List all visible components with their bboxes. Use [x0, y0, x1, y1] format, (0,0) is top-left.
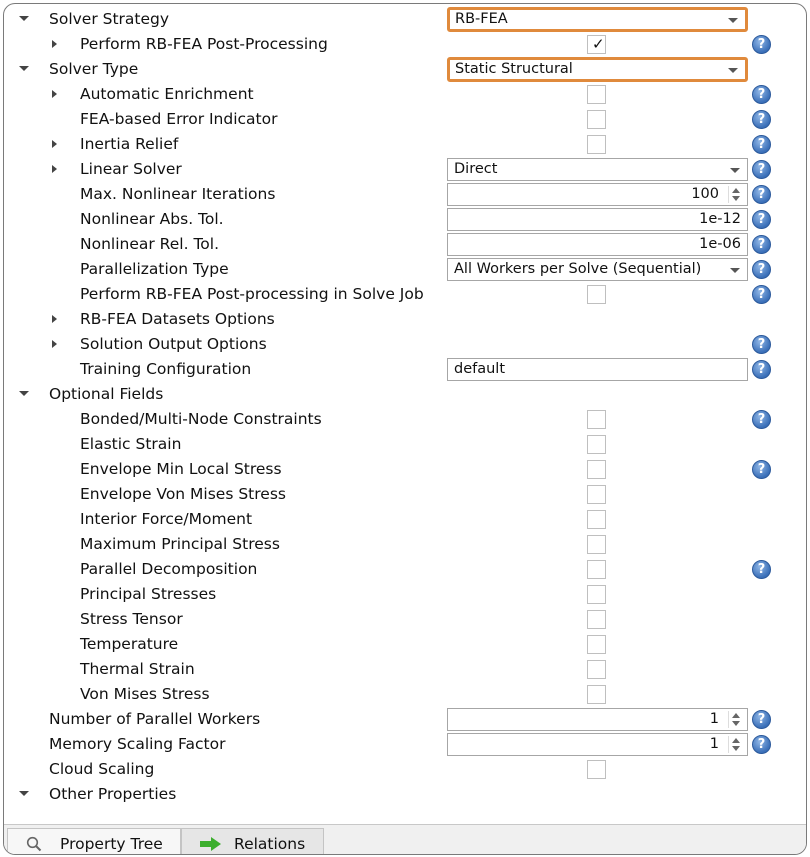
property-label: Von Mises Stress [80, 685, 210, 703]
property-row[interactable] [4, 382, 806, 407]
property-row[interactable] [4, 782, 806, 807]
property-checkbox[interactable] [587, 610, 606, 629]
property-label: Optional Fields [49, 385, 164, 403]
collapsed-caret-icon[interactable] [49, 157, 61, 182]
property-checkbox[interactable] [587, 435, 606, 454]
property-label: Elastic Strain [80, 435, 182, 453]
property-label: Envelope Min Local Stress [80, 460, 282, 478]
property-label: Solver Strategy [49, 10, 170, 28]
arrow-right-icon [200, 837, 222, 851]
help-icon[interactable] [752, 710, 771, 729]
property-spinbox[interactable] [447, 708, 748, 731]
property-checkbox[interactable] [587, 660, 606, 679]
property-row[interactable] [4, 107, 806, 132]
dropdown-value: Static Structural [455, 61, 573, 77]
property-dropdown[interactable] [447, 7, 748, 32]
property-dropdown[interactable] [447, 158, 748, 181]
property-row[interactable] [4, 707, 806, 732]
property-label: Nonlinear Rel. Tol. [80, 235, 219, 253]
property-row[interactable] [4, 557, 806, 582]
search-icon [26, 836, 42, 852]
property-row[interactable] [4, 182, 806, 207]
property-checkbox[interactable] [587, 285, 606, 304]
property-label: Linear Solver [80, 160, 182, 178]
property-checkbox[interactable] [587, 410, 606, 429]
stepper-arrows-icon[interactable] [728, 186, 745, 203]
property-row[interactable] [4, 657, 806, 682]
help-icon[interactable] [752, 260, 771, 279]
property-row[interactable] [4, 332, 806, 357]
property-row[interactable] [4, 607, 806, 632]
dropdown-value: Direct [454, 161, 498, 177]
property-label: Bonded/Multi-Node Constraints [80, 410, 322, 428]
property-label: Training Configuration [80, 360, 252, 378]
property-label: Nonlinear Abs. Tol. [80, 210, 224, 228]
property-label: Cloud Scaling [49, 760, 155, 778]
spinbox-value: 100 [691, 186, 719, 202]
property-label: RB-FEA Datasets Options [80, 310, 275, 328]
property-label: Max. Nonlinear Iterations [80, 185, 276, 203]
expanded-caret-icon[interactable] [17, 782, 29, 807]
help-icon[interactable] [752, 235, 771, 254]
property-checkbox[interactable] [587, 585, 606, 604]
property-checkbox[interactable] [587, 685, 606, 704]
property-panel [3, 3, 807, 855]
property-spinbox[interactable] [447, 733, 748, 756]
property-row[interactable] [4, 307, 806, 332]
property-row[interactable] [4, 482, 806, 507]
property-label: FEA-based Error Indicator [80, 110, 278, 128]
property-row[interactable] [4, 132, 806, 157]
help-icon[interactable] [752, 735, 771, 754]
property-checkbox[interactable] [587, 135, 606, 154]
property-checkbox[interactable] [587, 85, 606, 104]
property-row[interactable] [4, 207, 806, 232]
collapsed-caret-icon[interactable] [49, 82, 61, 107]
property-row[interactable] [4, 532, 806, 557]
expanded-caret-icon[interactable] [17, 382, 29, 407]
help-icon[interactable] [752, 360, 771, 379]
help-icon[interactable] [752, 35, 771, 54]
property-label: Solver Type [49, 60, 139, 78]
chevron-down-icon[interactable] [728, 68, 738, 73]
property-row[interactable] [4, 357, 806, 382]
help-icon[interactable] [752, 410, 771, 429]
property-checkbox[interactable] [587, 35, 606, 54]
property-text-field[interactable] [447, 358, 748, 381]
property-row[interactable] [4, 282, 806, 307]
property-label: Thermal Strain [80, 660, 195, 678]
stepper-arrows-icon[interactable] [728, 711, 745, 728]
property-label: Number of Parallel Workers [49, 710, 261, 728]
property-checkbox[interactable] [587, 635, 606, 654]
property-number-field[interactable] [447, 233, 748, 256]
chevron-down-icon[interactable] [730, 268, 740, 273]
collapsed-caret-icon[interactable] [49, 132, 61, 157]
tab-label: Property Tree [60, 835, 163, 853]
bottom-tab-bar [4, 824, 806, 855]
spinbox-value: 1 [709, 736, 719, 752]
property-spinbox[interactable] [447, 183, 748, 206]
collapsed-caret-icon[interactable] [49, 32, 61, 57]
property-label: Inertia Relief [80, 135, 179, 153]
help-icon[interactable] [752, 460, 771, 479]
property-row[interactable] [4, 407, 806, 432]
help-icon[interactable] [752, 185, 771, 204]
property-checkbox[interactable] [587, 560, 606, 579]
property-row[interactable] [4, 7, 806, 32]
property-label: Perform RB-FEA Post-Processing [80, 35, 328, 53]
collapsed-caret-icon[interactable] [49, 332, 61, 357]
property-label: Envelope Von Mises Stress [80, 485, 286, 503]
property-row[interactable] [4, 732, 806, 757]
property-row[interactable] [4, 32, 806, 57]
property-row[interactable] [4, 432, 806, 457]
property-label: Parallelization Type [80, 260, 229, 278]
property-row[interactable] [4, 157, 806, 182]
help-icon[interactable] [752, 85, 771, 104]
property-label: Maximum Principal Stress [80, 535, 280, 553]
property-row[interactable] [4, 632, 806, 657]
collapsed-caret-icon[interactable] [49, 307, 61, 332]
number-value: 1e-12 [699, 211, 741, 227]
help-icon[interactable] [752, 110, 771, 129]
help-icon[interactable] [752, 160, 771, 179]
property-row[interactable] [4, 82, 806, 107]
property-checkbox[interactable] [587, 760, 606, 779]
property-label: Automatic Enrichment [80, 85, 254, 103]
help-icon[interactable] [752, 285, 771, 304]
property-row[interactable] [4, 457, 806, 482]
help-icon[interactable] [752, 560, 771, 579]
property-row[interactable] [4, 232, 806, 257]
help-icon[interactable] [752, 335, 771, 354]
help-icon[interactable] [752, 210, 771, 229]
dropdown-value: All Workers per Solve (Sequential) [454, 261, 702, 277]
property-label: Stress Tensor [80, 610, 183, 628]
property-label: Principal Stresses [80, 585, 217, 603]
text-value: default [454, 361, 506, 377]
tab-label: Relations [234, 835, 306, 853]
expanded-caret-icon[interactable] [17, 7, 29, 32]
property-dropdown[interactable] [447, 258, 748, 281]
dropdown-value: RB-FEA [455, 11, 508, 27]
expanded-caret-icon[interactable] [17, 57, 29, 82]
property-label: Temperature [80, 635, 179, 653]
property-row[interactable] [4, 757, 806, 782]
property-label: Parallel Decomposition [80, 560, 258, 578]
chevron-down-icon[interactable] [728, 18, 738, 23]
help-icon[interactable] [752, 135, 771, 154]
stepper-arrows-icon[interactable] [728, 736, 745, 753]
property-label: Memory Scaling Factor [49, 735, 226, 753]
property-row[interactable] [4, 257, 806, 282]
property-label: Perform RB-FEA Post-processing in Solve Job [80, 285, 424, 303]
tab-property-tree[interactable] [7, 828, 181, 855]
property-number-field[interactable] [447, 208, 748, 231]
number-value: 1e-06 [699, 236, 741, 252]
property-row[interactable] [4, 57, 806, 82]
spinbox-value: 1 [709, 711, 719, 727]
property-checkbox[interactable] [587, 535, 606, 554]
property-row[interactable] [4, 507, 806, 532]
property-tree [4, 7, 806, 807]
property-label: Interior Force/Moment [80, 510, 253, 528]
tab-relations[interactable] [181, 828, 324, 855]
property-label: Other Properties [49, 785, 177, 803]
property-checkbox[interactable] [587, 460, 606, 479]
property-checkbox[interactable] [587, 485, 606, 504]
property-checkbox[interactable] [587, 110, 606, 129]
property-dropdown[interactable] [447, 57, 748, 82]
property-row[interactable] [4, 582, 806, 607]
property-label: Solution Output Options [80, 335, 267, 353]
property-checkbox[interactable] [587, 510, 606, 529]
property-row[interactable] [4, 682, 806, 707]
chevron-down-icon[interactable] [730, 168, 740, 173]
